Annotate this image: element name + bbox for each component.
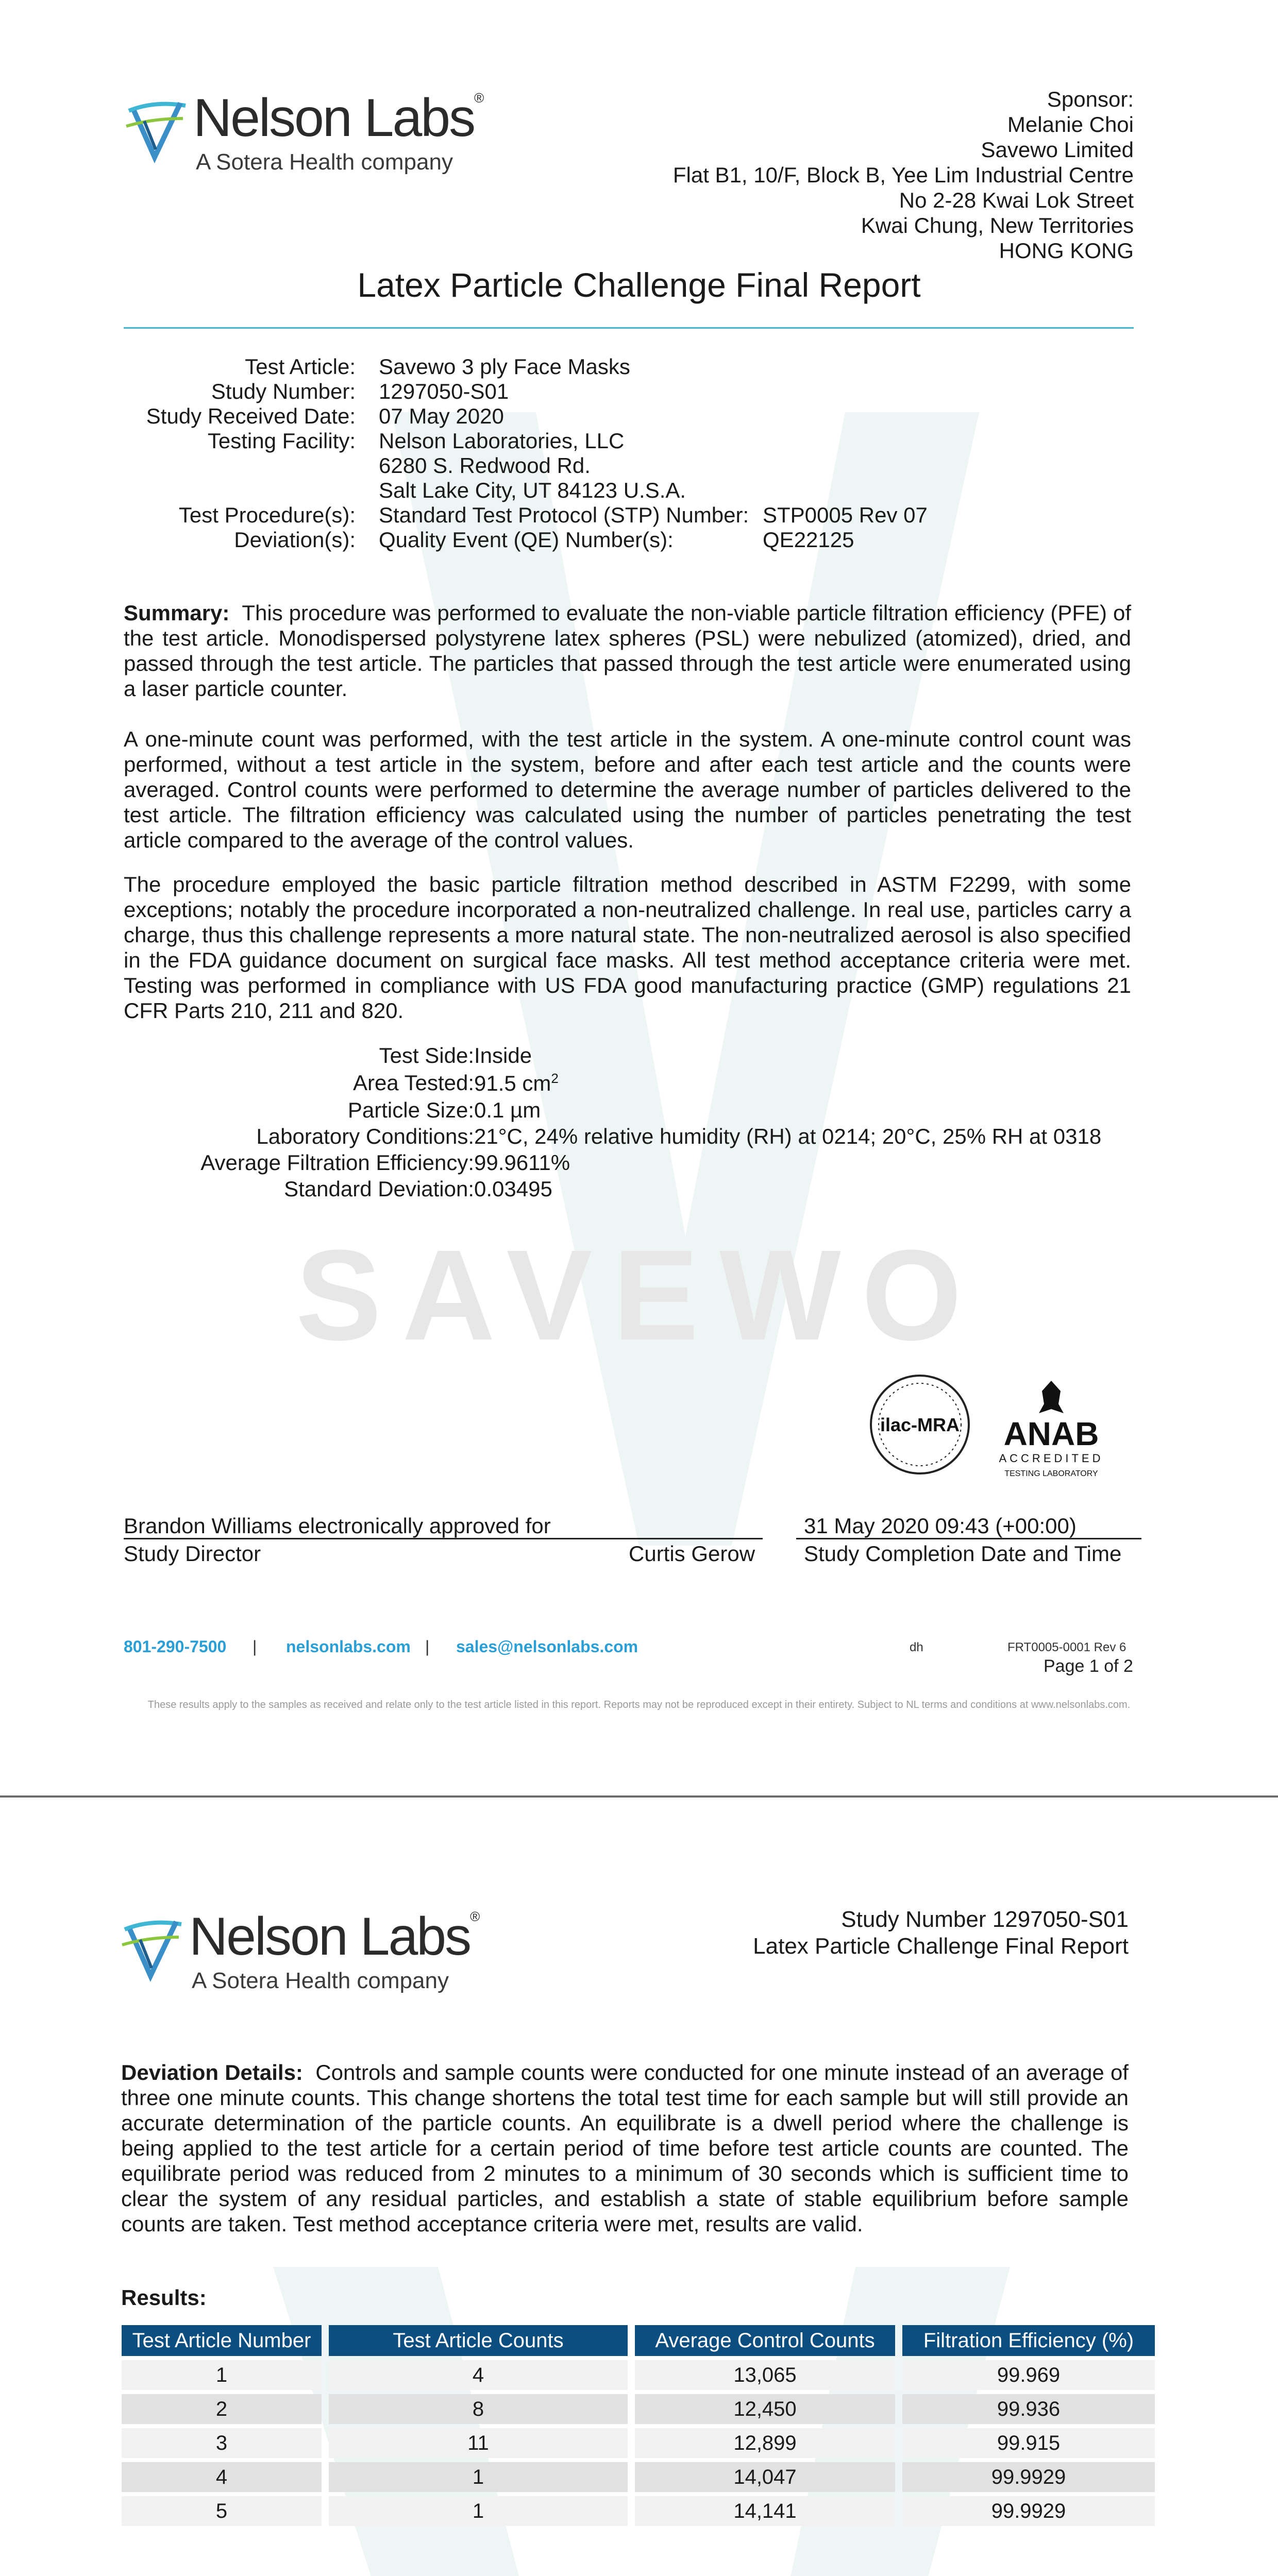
brand-name: Nelson Labs® (193, 88, 483, 148)
result-value-avg-filtration: 99.9611% (474, 1150, 570, 1175)
footer-email-link[interactable]: sales@nelsonlabs.com (456, 1637, 638, 1656)
sponsor-line: Flat B1, 10/F, Block B, Yee Lim Industrial Centre (672, 163, 1134, 187)
deviation-details-text: Controls and sample counts were conducted for one minute instead of an average of three one minute counts. This change shortens the total test time for each sample but will still provide an accurate determination of the particle counts. An equilibrate is a dwell period where the challenge is being applied to the test article for a certain period of time before test article counts are counted. The equilibrate period was reduced from 2 minutes to a minimum of 30 seconds which is sufficient time to clear the system of any residual particles, and establish a state of stable equilibrium before sample counts are taken. Test method acceptance criteria were met, results are valid. (121, 2060, 1129, 2236)
logo-mark-icon (120, 1909, 187, 1986)
sponsor-line: Savewo Limited (981, 138, 1134, 162)
table-row (122, 2462, 1155, 2492)
result-label-avg-filtration: Average Filtration Efficiency: (200, 1150, 474, 1175)
table-cell: 4 (122, 2462, 322, 2492)
table-cell: 3 (122, 2428, 322, 2458)
report-title: Latex Particle Challenge Final Report (357, 266, 921, 304)
nelson-labs-logo (120, 1909, 511, 2002)
table-row (122, 2428, 1155, 2458)
table-header: Filtration Efficiency (%) (902, 2325, 1155, 2356)
table-cell: 99.9929 (902, 2462, 1155, 2492)
footer-website-link[interactable]: nelsonlabs.com (286, 1637, 411, 1656)
control-count-paragraph: A one-minute count was performed, with the test article in the system. A one-minute control count was performed, without a test article in the system, before and after each test article and the counts were averaged. Control counts were performed to determine the average number of particles delivered to the test article. The filtration efficiency was calculated using the number of particles penetrating the test article compared to the average of the control values. (124, 727, 1131, 852)
table-cell: 99.9929 (902, 2496, 1155, 2526)
table-cell: 1 (122, 2360, 322, 2390)
results-table (114, 2321, 1162, 2530)
table-cell: 11 (329, 2428, 628, 2458)
brand-name: Nelson Labs® (189, 1907, 479, 1967)
sponsor-line: Melanie Choi (1007, 112, 1134, 137)
ilac-mra-seal-icon (871, 1376, 969, 1473)
table-cell: 13,065 (635, 2360, 895, 2390)
footer-page-number: Page 1 of 2 (1044, 1656, 1133, 1676)
results-label: Results: (121, 2285, 207, 2310)
page2-report-title: Latex Particle Challenge Final Report (753, 1934, 1129, 1959)
table-cell: 12,450 (635, 2394, 895, 2424)
table-cell: 12,899 (635, 2428, 895, 2458)
logo-mark-icon (124, 90, 191, 167)
anab-seal-icon (999, 1381, 1103, 1478)
report-page-1: SAVEWO Nelson Labs® A Sotera Health company Sponsor: Melanie Choi Savewo Limited Flat B1, 10/F, Block B, Yee Lim Industrial Centre No 2-28 Kwai Lok Street Kwai Chung, New Territories HONG KONG Latex Particle Challenge Final Report Test Article: Savewo 3 ply Face Masks Study Number: 1297050-S01 Study Received Date: 07 May 2020 Testing Facility: Nelson Laboratories, LLC 6280 S. Redwood Rd. Salt Lake City, UT 84123 U.S.A. Test Procedure(s): Standard Test Protocol (STP) Number: STP0005 Rev 07 Deviation(s): Quality Event (QE) Number(s): QE22125 Summary: This procedure was performed to evaluate the non-viable particle filtration efficiency (PFE) of the test article. Monodispersed polystyrene latex spheres (PSL) were nebulized (atomized), dried, and passed through the test article. The particles that passed through the test article were enumerated using a laser particle counter. A one-minute count was performed, with the test article in the system. A one-minute control count was performed, without a test article in the system, before and after each test article and the counts were averaged. Control counts were performed to determine the average number of particles delivered to the test article. The filtration efficiency was calculated using the number of particles penetrating the test article compared to the average of the control values. The procedure employed the basic particle filtration method described in ASTM F2299, with some exceptions; notably the procedure incorporated a non-neutralized challenge. In real use, particles carry a charge, thus this challenge represents a more natural state. The non-neutralized aerosol is also specified in the FDA guidance document on surgical face masks. All test method acceptance criteria were met. Testing was performed in compliance with US FDA good manufacturing practice (GMP) regulations 21 CFR Parts 210, 211 and 820. Test Side: Inside Area Tested: 91.5 $cm^2$ Particle Size: 0.1 µm Laboratory Conditions: 21°C, 24% relative humidity (RH) at 0214; 20°C, 25% RH at 0318 Average Filtration Efficiency: 99.9611% Standard Deviation: 0.03495 ilac-MRA ANAB ACCREDITED TESTING LABORATORY Brandon Williams electronically approved for Study Director Curtis Gerow 31 May 2020 09:43 (+00:00) Study Completion Date and Time 801-290-7500 | nelsonlabs.com | sales@nelsonlabs.com dh FRT0005-0001 Rev 6 Page 1 of 2 These results apply to the samples as received and relate only to the test article listed in this report. Reports may not be reproduced except in their entirety. Subject to NL terms and conditions at www.nelsonlabs.com. (0, 0, 1278, 1783)
result-value-lab-conditions: 21°C, 24% relative humidity (RH) at 0214; 20°C, 25% RH at 0318 (474, 1124, 1102, 1148)
brand-tagline: A Sotera Health company (196, 149, 453, 175)
sponsor-block (673, 87, 1134, 263)
study-director-name: Curtis Gerow (629, 1541, 755, 1566)
table-cell: 8 (329, 2394, 628, 2424)
summary-text: This procedure was performed to evaluate the non-viable particle filtration efficiency (PFE) of the test article. Monodispersed polystyrene latex spheres (PSL) were nebulized (atomized), dried, and passed through the test article. The particles that passed through the test article were enumerated using a laser particle counter. (124, 601, 1131, 701)
footer-form-number: FRT0005-0001 Rev 6 (1007, 1640, 1126, 1654)
table-cell: 99.915 (902, 2428, 1155, 2458)
sponsor-line: HONG KONG (999, 239, 1134, 263)
result-label-std-dev: Standard Deviation: (284, 1177, 474, 1201)
footer-separator: | (253, 1637, 257, 1656)
table-header: Test Article Number (122, 2325, 322, 2356)
result-label-particle-size: Particle Size: (347, 1098, 474, 1122)
method-paragraph: The procedure employed the basic particle filtration method described in ASTM F2299, with some exceptions; notably the procedure incorporated a non-neutralized challenge. In real use, particles carry a charge, thus this challenge represents a more natural state. The non-neutralized aerosol is also specified in the FDA guidance document on surgical face masks. All test method acceptance criteria were met. Testing was performed in compliance with US FDA good manufacturing practice (GMP) regulations 21 CFR Parts 210, 211 and 820. (124, 872, 1131, 1023)
result-value-test-side: Inside (474, 1043, 532, 1067)
footer-disclaimer: These results apply to the samples as received and relate only to the test article listed in this report. Reports may not be reproduced except in their entirety. Subject to NL terms and conditions at www.nelsonlabs.com. (147, 1699, 1131, 1710)
table-header: Average Control Counts (635, 2325, 895, 2356)
result-label-lab-conditions: Laboratory Conditions: (256, 1124, 474, 1148)
table-cell: 4 (329, 2360, 628, 2390)
summary-paragraph (124, 600, 1131, 701)
brand-tagline: A Sotera Health company (192, 1968, 449, 1993)
anab-seal-subtitle-2: TESTING LABORATORY (1004, 1469, 1098, 1478)
table-header: Test Article Counts (329, 2325, 628, 2356)
ilac-seal-text: ilac-MRA (880, 1414, 960, 1435)
summary-label: Summary: (124, 601, 230, 625)
anab-seal-text: ANAB (1003, 1415, 1099, 1452)
date-line (796, 1538, 1141, 1539)
signature-line (124, 1538, 763, 1539)
table-cell: 14,047 (635, 2462, 895, 2492)
table-cell: 1 (329, 2462, 628, 2492)
deviation-details-paragraph (121, 2060, 1129, 2236)
footer-separator: | (425, 1637, 430, 1656)
table-cell: 1 (329, 2496, 628, 2526)
result-label-area: Area Tested: (352, 1071, 474, 1095)
approval-text: Brandon Williams electronically approved for (124, 1514, 551, 1538)
completion-date-label: Study Completion Date and Time (804, 1541, 1122, 1566)
footer-phone[interactable]: 801-290-7500 (124, 1637, 227, 1656)
title-rule (124, 327, 1134, 329)
watermark-text: SAVEWO (295, 1223, 983, 1367)
table-cell: 2 (122, 2394, 322, 2424)
table-row (122, 2496, 1155, 2526)
completion-date: 31 May 2020 09:43 (+00:00) (804, 1514, 1077, 1538)
anab-seal-subtitle: ACCREDITED (999, 1452, 1104, 1465)
table-cell: 14,141 (635, 2496, 895, 2526)
page2-header (753, 1906, 1129, 1960)
table-cell: 99.936 (902, 2394, 1155, 2424)
table-cell: 5 (122, 2496, 322, 2526)
deviation-details-label: Deviation Details: (121, 2060, 303, 2084)
page2-study-number: Study Number 1297050-S01 (841, 1907, 1129, 1932)
result-value-particle-size: 0.1 µm (474, 1098, 541, 1122)
table-row (122, 2394, 1155, 2424)
table-cell: 99.969 (902, 2360, 1155, 2390)
sponsor-line: No 2-28 Kwai Lok Street (899, 188, 1134, 212)
result-value-area: 91.5 $cm^2$ (474, 1071, 559, 1095)
result-value-std-dev: 0.03495 (474, 1177, 552, 1201)
footer-initials: dh (910, 1640, 923, 1654)
results-table-header-row (122, 2325, 1155, 2356)
sponsor-label: Sponsor: (1047, 87, 1134, 111)
nelson-labs-logo (124, 90, 515, 183)
result-label-test-side: Test Side: (379, 1043, 474, 1067)
accreditation-seals (866, 1370, 1134, 1489)
sponsor-line: Kwai Chung, New Territories (861, 213, 1134, 238)
page-divider (0, 1795, 1278, 1798)
study-director-label: Study Director (124, 1541, 261, 1566)
table-row (122, 2360, 1155, 2390)
